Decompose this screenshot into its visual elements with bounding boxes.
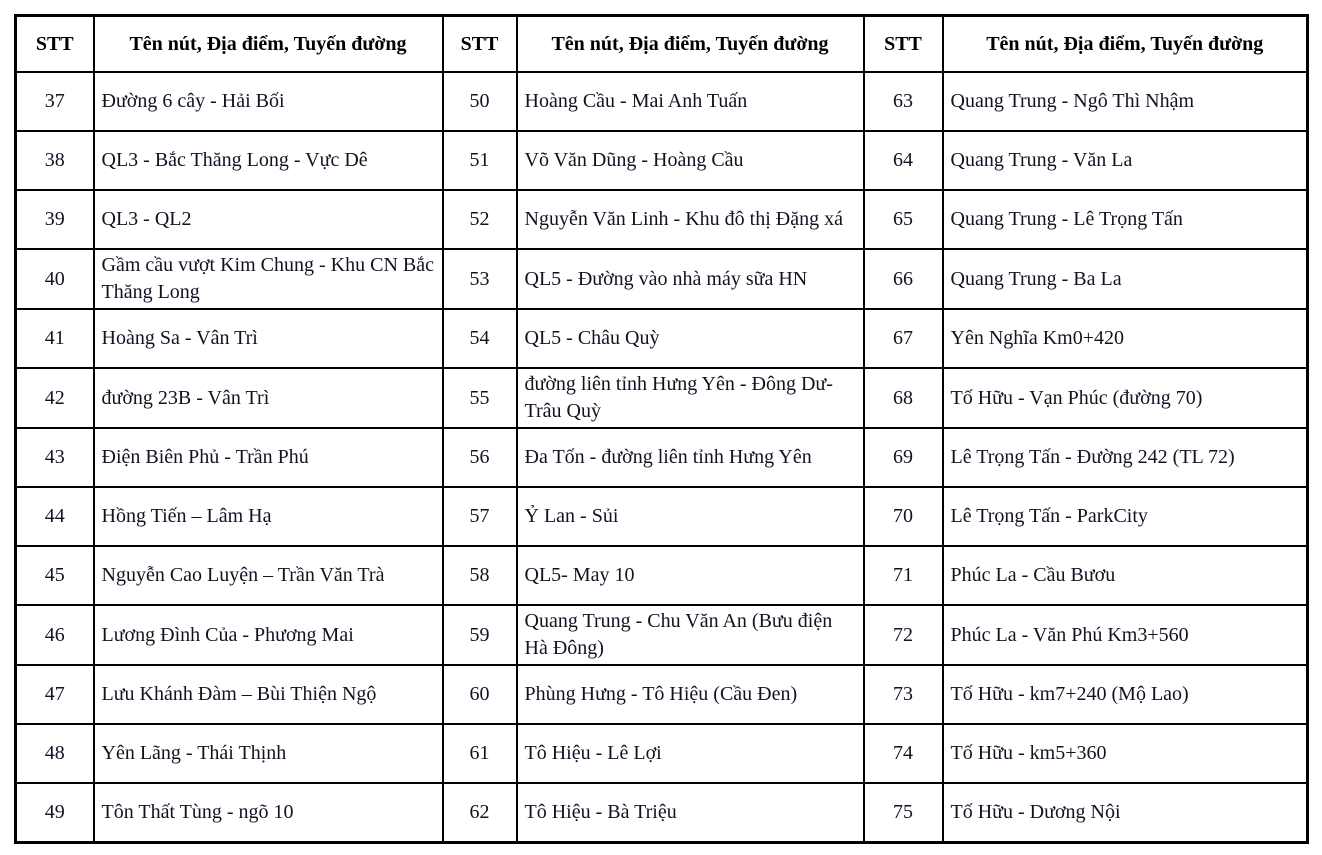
stt-cell: 53 <box>443 249 517 309</box>
route-cell: QL5 - Châu Quỳ <box>517 309 864 368</box>
route-cell: Gầm cầu vượt Kim Chung - Khu CN Bắc Thăng Long <box>94 249 443 309</box>
stt-cell: 52 <box>443 190 517 249</box>
route-cell: Quang Trung - Chu Văn An (Bưu điện Hà Đông) <box>517 605 864 665</box>
route-cell: Phùng Hưng - Tô Hiệu (Cầu Đen) <box>517 665 864 724</box>
route-cell: Tố Hữu - Vạn Phúc (đường 70) <box>943 368 1308 428</box>
stt-cell: 70 <box>864 487 943 546</box>
route-cell: đường liên tỉnh Hưng Yên - Đông Dư- Trâu Quỳ <box>517 368 864 428</box>
route-cell: QL5 - Đường vào nhà máy sữa HN <box>517 249 864 309</box>
stt-cell: 62 <box>443 783 517 842</box>
route-cell: QL5- May 10 <box>517 546 864 605</box>
stt-cell: 55 <box>443 368 517 428</box>
stt-cell: 73 <box>864 665 943 724</box>
stt-header: STT <box>443 16 517 73</box>
route-cell: Quang Trung - Lê Trọng Tấn <box>943 190 1308 249</box>
stt-cell: 71 <box>864 546 943 605</box>
stt-cell: 69 <box>864 428 943 487</box>
route-cell: Tố Hữu - km7+240 (Mộ Lao) <box>943 665 1308 724</box>
table-row <box>16 428 1308 487</box>
stt-cell: 45 <box>16 546 94 605</box>
table-row <box>16 546 1308 605</box>
route-cell: Đa Tốn - đường liên tỉnh Hưng Yên <box>517 428 864 487</box>
stt-cell: 54 <box>443 309 517 368</box>
route-cell: Quang Trung - Văn La <box>943 131 1308 190</box>
table-row <box>16 249 1308 309</box>
stt-cell: 37 <box>16 72 94 131</box>
table-header-row <box>16 16 1308 73</box>
route-cell: Hoàng Sa - Vân Trì <box>94 309 443 368</box>
stt-cell: 41 <box>16 309 94 368</box>
stt-cell: 51 <box>443 131 517 190</box>
stt-cell: 42 <box>16 368 94 428</box>
stt-cell: 61 <box>443 724 517 783</box>
table-row <box>16 487 1308 546</box>
stt-cell: 75 <box>864 783 943 842</box>
route-cell: đường 23B - Vân Trì <box>94 368 443 428</box>
table-row <box>16 190 1308 249</box>
stt-cell: 39 <box>16 190 94 249</box>
route-cell: Tôn Thất Tùng - ngõ 10 <box>94 783 443 842</box>
route-cell: Hồng Tiến – Lâm Hạ <box>94 487 443 546</box>
route-cell: Nguyễn Cao Luyện – Trần Văn Trà <box>94 546 443 605</box>
stt-cell: 67 <box>864 309 943 368</box>
stt-cell: 49 <box>16 783 94 842</box>
stt-cell: 74 <box>864 724 943 783</box>
route-cell: Yên Lãng - Thái Thịnh <box>94 724 443 783</box>
route-cell: Hoàng Cầu - Mai Anh Tuấn <box>517 72 864 131</box>
route-cell: Lưu Khánh Đàm – Bùi Thiện Ngộ <box>94 665 443 724</box>
route-cell: Ỷ Lan - Sủi <box>517 487 864 546</box>
route-cell: Điện Biên Phủ - Trần Phú <box>94 428 443 487</box>
route-cell: Nguyễn Văn Linh - Khu đô thị Đặng xá <box>517 190 864 249</box>
stt-cell: 59 <box>443 605 517 665</box>
route-header: Tên nút, Địa điểm, Tuyến đường <box>943 16 1308 73</box>
route-cell: Võ Văn Dũng - Hoàng Cầu <box>517 131 864 190</box>
stt-cell: 38 <box>16 131 94 190</box>
route-cell: QL3 - Bắc Thăng Long - Vực Dê <box>94 131 443 190</box>
route-cell: Quang Trung - Ba La <box>943 249 1308 309</box>
route-cell: QL3 - QL2 <box>94 190 443 249</box>
stt-header: STT <box>16 16 94 73</box>
stt-cell: 48 <box>16 724 94 783</box>
route-cell: Quang Trung - Ngô Thì Nhậm <box>943 72 1308 131</box>
stt-cell: 65 <box>864 190 943 249</box>
junction-table <box>14 14 1309 844</box>
route-cell: Lương Đình Của - Phương Mai <box>94 605 443 665</box>
stt-cell: 57 <box>443 487 517 546</box>
table-row <box>16 724 1308 783</box>
stt-header: STT <box>864 16 943 73</box>
stt-cell: 43 <box>16 428 94 487</box>
route-cell: Tô Hiệu - Bà Triệu <box>517 783 864 842</box>
stt-cell: 58 <box>443 546 517 605</box>
route-cell: Phúc La - Cầu Bươu <box>943 546 1308 605</box>
table-row <box>16 605 1308 665</box>
route-header: Tên nút, Địa điểm, Tuyến đường <box>517 16 864 73</box>
route-cell: Phúc La - Văn Phú Km3+560 <box>943 605 1308 665</box>
table-body <box>16 72 1308 842</box>
table-row <box>16 309 1308 368</box>
route-header: Tên nút, Địa điểm, Tuyến đường <box>94 16 443 73</box>
table-row <box>16 368 1308 428</box>
route-cell: Tố Hữu - km5+360 <box>943 724 1308 783</box>
table-row <box>16 72 1308 131</box>
stt-cell: 72 <box>864 605 943 665</box>
route-cell: Yên Nghĩa Km0+420 <box>943 309 1308 368</box>
stt-cell: 66 <box>864 249 943 309</box>
route-cell: Tô Hiệu - Lê Lợi <box>517 724 864 783</box>
stt-cell: 50 <box>443 72 517 131</box>
stt-cell: 56 <box>443 428 517 487</box>
stt-cell: 47 <box>16 665 94 724</box>
table-row <box>16 665 1308 724</box>
route-cell: Đường 6 cây - Hải Bối <box>94 72 443 131</box>
route-cell: Lê Trọng Tấn - Đường 242 (TL 72) <box>943 428 1308 487</box>
stt-cell: 44 <box>16 487 94 546</box>
stt-cell: 60 <box>443 665 517 724</box>
stt-cell: 63 <box>864 72 943 131</box>
route-cell: Tố Hữu - Dương Nội <box>943 783 1308 842</box>
stt-cell: 68 <box>864 368 943 428</box>
stt-cell: 46 <box>16 605 94 665</box>
route-cell: Lê Trọng Tấn - ParkCity <box>943 487 1308 546</box>
table-row <box>16 131 1308 190</box>
stt-cell: 64 <box>864 131 943 190</box>
stt-cell: 40 <box>16 249 94 309</box>
table-row <box>16 783 1308 842</box>
